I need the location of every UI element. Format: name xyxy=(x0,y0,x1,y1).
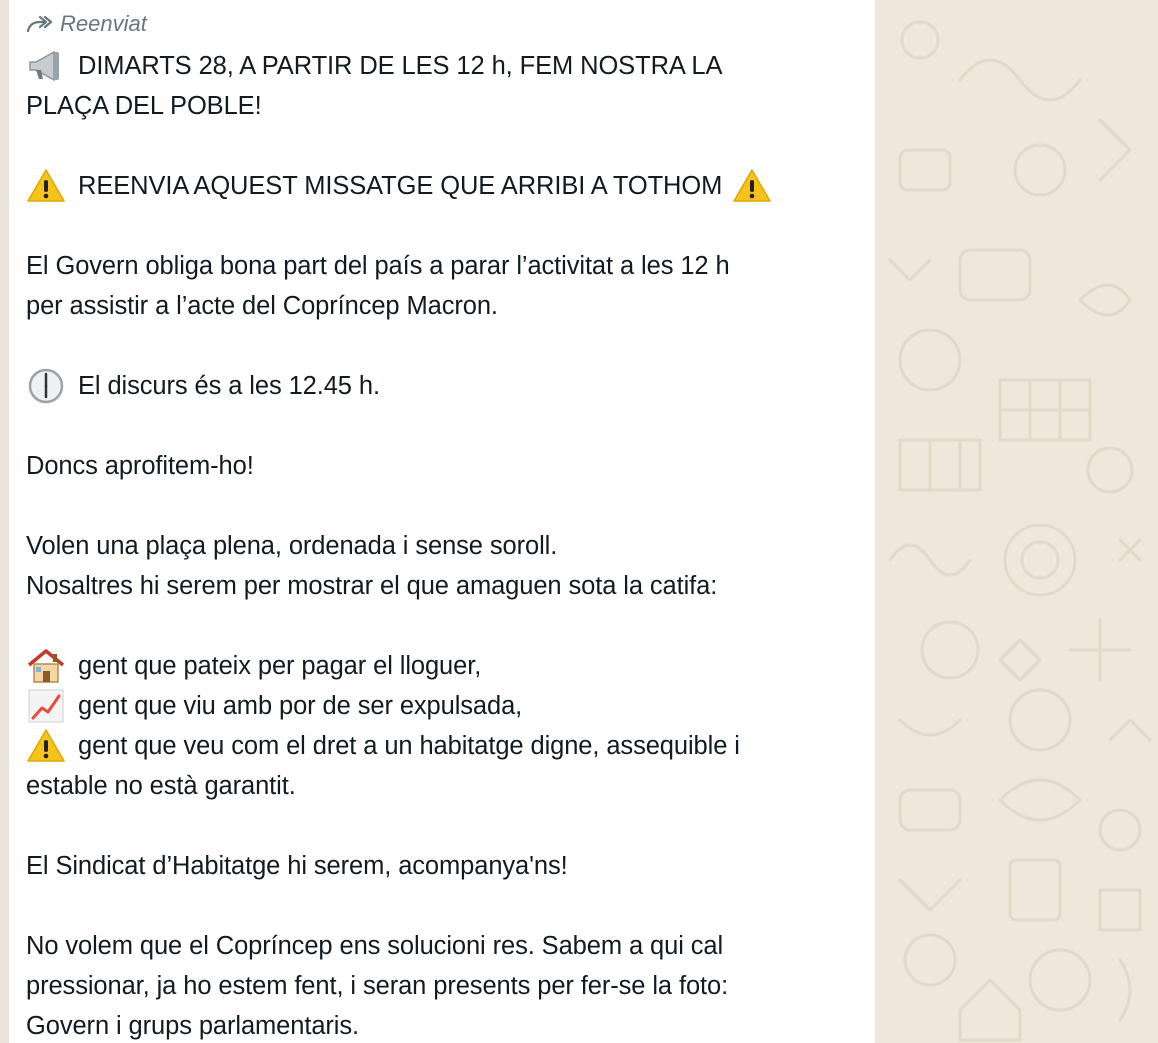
chat-left-margin xyxy=(0,0,9,1043)
forwarded-indicator xyxy=(26,10,147,38)
bullet-eviction-text: gent que viu amb por de ser expulsada, xyxy=(78,692,523,720)
megaphone-icon xyxy=(26,48,66,84)
warning-icon xyxy=(26,168,66,204)
warning-icon xyxy=(732,168,772,204)
govern-line-1: El Govern obliga bona part del país a parar l’activitat a les 12 h xyxy=(26,252,730,280)
nosaltres-text: Nosaltres hi serem per mostrar el que amaguen sota la catifa: xyxy=(26,572,718,600)
bullet-right-housing-text-2: estable no està garantit. xyxy=(26,772,296,800)
forwarded-label: Reenviat xyxy=(60,11,147,36)
forward-request-text: REENVIA AQUEST MISSATGE QUE ARRIBI A TOTHOM xyxy=(78,172,723,200)
warning-icon xyxy=(26,728,66,764)
final-line-3: Govern i grups parlamentaris. xyxy=(26,1012,359,1040)
message-bubble[interactable] xyxy=(9,0,875,1043)
final-line-1: No volem que el Copríncep ens solucioni res. Sabem a qui cal xyxy=(26,932,724,960)
bullet-right-housing-text-1: gent que veu com el dret a un habitatge digne, assequible i xyxy=(78,732,740,760)
headline-line-1: DIMARTS 28, A PARTIR DE LES 12 h, FEM NOSTRA LA xyxy=(78,52,723,80)
speech-time-text: El discurs és a les 12.45 h. xyxy=(78,372,380,400)
message-text xyxy=(26,46,866,1043)
chart-increasing-icon xyxy=(26,688,66,724)
govern-line-2: per assistir a l’acte del Copríncep Macron. xyxy=(26,292,498,320)
bullet-rent-text: gent que pateix per pagar el lloguer, xyxy=(78,652,482,680)
final-line-2: pressionar, ja ho estem fent, i seran presents per fer-se la foto: xyxy=(26,972,729,1000)
house-icon xyxy=(26,648,66,684)
clock-icon xyxy=(26,368,66,404)
sindicat-text: El Sindicat d’Habitatge hi serem, acompanya'ns! xyxy=(26,852,568,880)
headline-line-2: PLAÇA DEL POBLE! xyxy=(26,92,262,120)
forward-arrow-icon xyxy=(26,15,52,33)
volen-text: Volen una plaça plena, ordenada i sense soroll. xyxy=(26,532,558,560)
doncs-text: Doncs aprofitem-ho! xyxy=(26,452,254,480)
